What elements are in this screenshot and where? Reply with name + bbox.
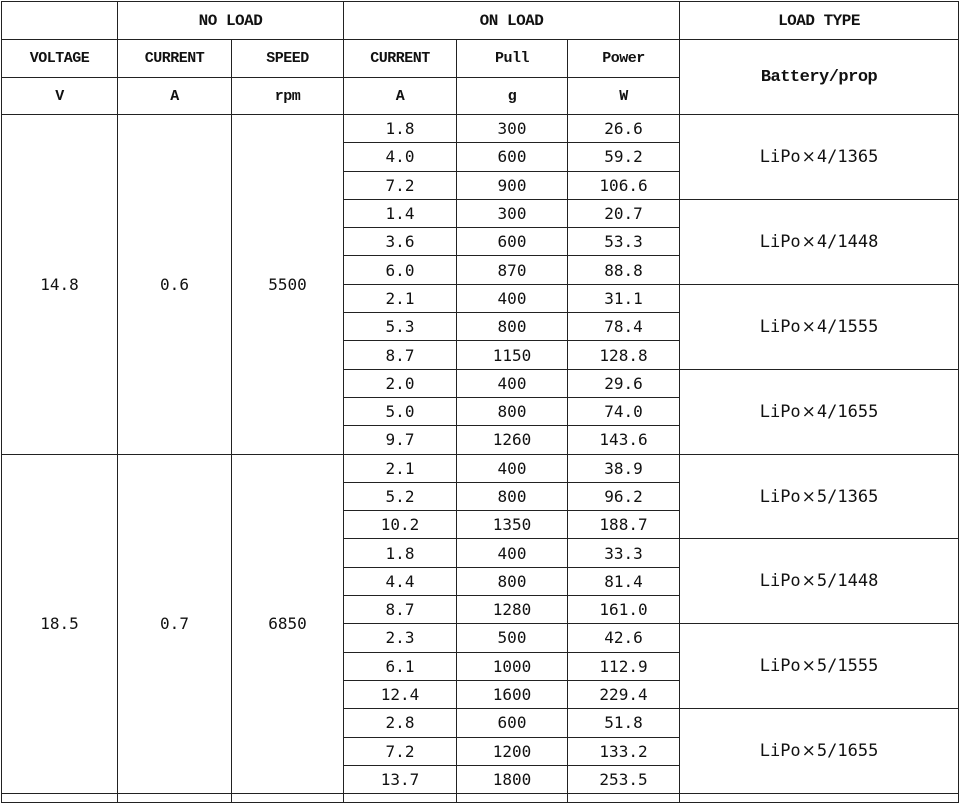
load-type-cell (680, 115, 959, 200)
on-load-current-cell: 2.1 (344, 284, 457, 312)
pull-cell: 300 (457, 199, 568, 227)
load-type-cell (680, 539, 959, 624)
prop-config: 4/1655 (816, 401, 879, 422)
on-load-current-cell: 6.0 (344, 256, 457, 284)
speed-cell: 5500 (232, 115, 344, 455)
power-cell: 78.4 (568, 313, 680, 341)
pull-cell: 800 (457, 482, 568, 510)
header-battery-prop: Battery/prop (680, 40, 959, 115)
on-load-current-cell: 2.3 (344, 624, 457, 652)
multiply-sign: × (801, 571, 816, 592)
battery-label: LiPo (759, 146, 801, 167)
table-row (2, 115, 959, 143)
on-load-current-cell: 4.4 (344, 567, 457, 595)
cutoff-cell (568, 794, 680, 803)
load-type-cell (680, 454, 959, 539)
table-body (2, 115, 959, 803)
header-row-columns (2, 40, 959, 78)
power-cell: 188.7 (568, 511, 680, 539)
header-on-load: ON LOAD (344, 2, 680, 40)
pull-cell: 600 (457, 143, 568, 171)
pull-cell: 1000 (457, 652, 568, 680)
power-cell: 33.3 (568, 539, 680, 567)
pull-cell: 1150 (457, 341, 568, 369)
power-cell: 88.8 (568, 256, 680, 284)
header-on-load-current: CURRENT (344, 40, 457, 78)
power-cell: 29.6 (568, 369, 680, 397)
pull-cell: 400 (457, 284, 568, 312)
pull-cell: 800 (457, 397, 568, 425)
power-cell: 128.8 (568, 341, 680, 369)
power-cell: 161.0 (568, 596, 680, 624)
cutoff-cell (2, 794, 118, 803)
multiply-sign: × (801, 741, 816, 762)
load-type-cell (680, 199, 959, 284)
power-cell: 229.4 (568, 680, 680, 708)
header-speed: SPEED (232, 40, 344, 78)
table-header (2, 2, 959, 115)
cutoff-cell (232, 794, 344, 803)
cutoff-cell (118, 794, 232, 803)
pull-cell: 1350 (457, 511, 568, 539)
on-load-current-cell: 12.4 (344, 680, 457, 708)
pull-cell: 1200 (457, 737, 568, 765)
header-power: Power (568, 40, 680, 78)
pull-cell: 800 (457, 567, 568, 595)
power-cell: 38.9 (568, 454, 680, 482)
no-load-current-cell: 0.7 (118, 454, 232, 794)
load-type-cell (680, 369, 959, 454)
load-type-cell (680, 284, 959, 369)
on-load-current-cell: 5.0 (344, 397, 457, 425)
power-cell: 31.1 (568, 284, 680, 312)
on-load-current-cell: 2.8 (344, 709, 457, 737)
multiply-sign: × (801, 316, 816, 337)
power-cell: 20.7 (568, 199, 680, 227)
unit-power: W (568, 78, 680, 115)
pull-cell: 1600 (457, 680, 568, 708)
prop-config: 4/1365 (816, 146, 879, 167)
power-cell: 143.6 (568, 426, 680, 454)
header-row-groups (2, 2, 959, 40)
power-cell: 51.8 (568, 709, 680, 737)
pull-cell: 600 (457, 228, 568, 256)
prop-config: 5/1365 (816, 486, 879, 507)
battery-label: LiPo (759, 741, 801, 762)
prop-config: 5/1448 (816, 571, 879, 592)
on-load-current-cell: 10.2 (344, 511, 457, 539)
pull-cell: 900 (457, 171, 568, 199)
header-pull: Pull (457, 40, 568, 78)
load-type-cell (680, 624, 959, 709)
unit-no-load-current: A (118, 78, 232, 115)
pull-cell: 500 (457, 624, 568, 652)
cutoff-cell (344, 794, 457, 803)
pull-cell: 1800 (457, 765, 568, 793)
header-no-load-current: CURRENT (118, 40, 232, 78)
prop-config: 5/1655 (816, 741, 879, 762)
battery-label: LiPo (759, 231, 801, 252)
header-load-type: LOAD TYPE (680, 2, 959, 40)
pull-cell: 300 (457, 115, 568, 143)
pull-cell: 400 (457, 539, 568, 567)
multiply-sign: × (801, 231, 816, 252)
on-load-current-cell: 1.8 (344, 115, 457, 143)
multiply-sign: × (801, 401, 816, 422)
power-cell: 81.4 (568, 567, 680, 595)
on-load-current-cell: 2.0 (344, 369, 457, 397)
prop-config: 5/1555 (816, 656, 879, 677)
battery-label: LiPo (759, 316, 801, 337)
pull-cell: 800 (457, 313, 568, 341)
header-voltage: VOLTAGE (2, 40, 118, 78)
power-cell: 53.3 (568, 228, 680, 256)
motor-spec-table (1, 1, 959, 803)
unit-speed: rpm (232, 78, 344, 115)
on-load-current-cell: 1.4 (344, 199, 457, 227)
pull-cell: 400 (457, 454, 568, 482)
cutoff-cell (680, 794, 959, 803)
battery-label: LiPo (759, 486, 801, 507)
prop-config: 4/1555 (816, 316, 879, 337)
cutoff-cell (457, 794, 568, 803)
on-load-current-cell: 6.1 (344, 652, 457, 680)
battery-label: LiPo (759, 571, 801, 592)
header-no-load: NO LOAD (118, 2, 344, 40)
unit-on-load-current: A (344, 78, 457, 115)
speed-cell: 6850 (232, 454, 344, 794)
header-blank-cell (2, 2, 118, 40)
power-cell: 253.5 (568, 765, 680, 793)
unit-voltage: V (2, 78, 118, 115)
power-cell: 112.9 (568, 652, 680, 680)
power-cell: 74.0 (568, 397, 680, 425)
voltage-cell: 18.5 (2, 454, 118, 794)
on-load-current-cell: 13.7 (344, 765, 457, 793)
on-load-current-cell: 4.0 (344, 143, 457, 171)
on-load-current-cell: 5.3 (344, 313, 457, 341)
on-load-current-cell: 5.2 (344, 482, 457, 510)
on-load-current-cell: 7.2 (344, 737, 457, 765)
table-row (2, 454, 959, 482)
load-type-cell (680, 709, 959, 794)
power-cell: 133.2 (568, 737, 680, 765)
voltage-cell: 14.8 (2, 115, 118, 455)
prop-config: 4/1448 (816, 231, 879, 252)
on-load-current-cell: 8.7 (344, 341, 457, 369)
pull-cell: 1280 (457, 596, 568, 624)
pull-cell: 1260 (457, 426, 568, 454)
pull-cell: 600 (457, 709, 568, 737)
on-load-current-cell: 7.2 (344, 171, 457, 199)
pull-cell: 870 (457, 256, 568, 284)
power-cell: 26.6 (568, 115, 680, 143)
unit-pull: g (457, 78, 568, 115)
power-cell: 42.6 (568, 624, 680, 652)
on-load-current-cell: 1.8 (344, 539, 457, 567)
no-load-current-cell: 0.6 (118, 115, 232, 455)
multiply-sign: × (801, 656, 816, 677)
on-load-current-cell: 9.7 (344, 426, 457, 454)
power-cell: 59.2 (568, 143, 680, 171)
battery-label: LiPo (759, 656, 801, 677)
battery-label: LiPo (759, 401, 801, 422)
multiply-sign: × (801, 146, 816, 167)
pull-cell: 400 (457, 369, 568, 397)
power-cell: 96.2 (568, 482, 680, 510)
on-load-current-cell: 2.1 (344, 454, 457, 482)
on-load-current-cell: 3.6 (344, 228, 457, 256)
power-cell: 106.6 (568, 171, 680, 199)
on-load-current-cell: 8.7 (344, 596, 457, 624)
table-row-cutoff (2, 794, 959, 803)
multiply-sign: × (801, 486, 816, 507)
